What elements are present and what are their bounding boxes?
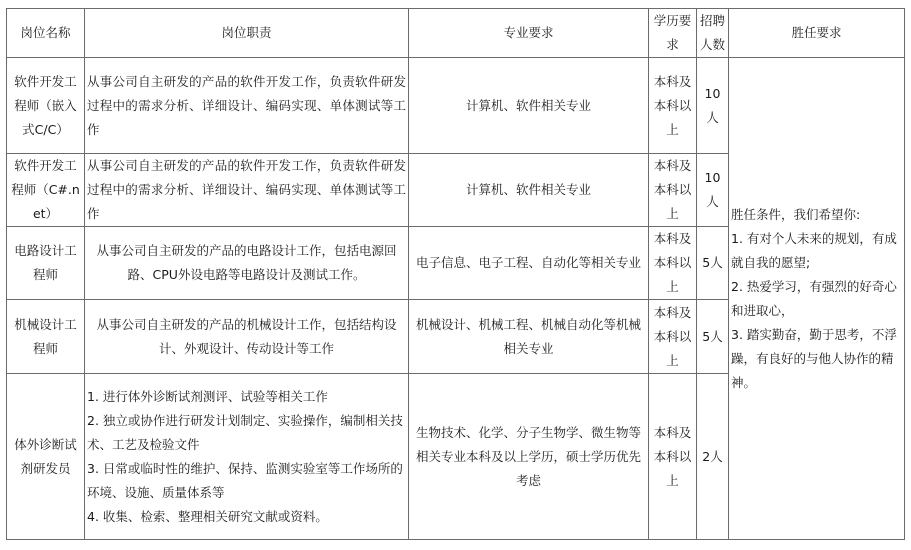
header-major: 专业要求	[409, 9, 649, 58]
education-cell: 本科及本科以上	[649, 300, 697, 374]
major-cell: 计算机、软件相关专业	[409, 154, 649, 227]
position-cell: 软件开发工程师（嵌入式C/C）	[7, 58, 85, 154]
header-education: 学历要求	[649, 9, 697, 58]
count-cell: 5人	[697, 227, 729, 300]
position-cell: 机械设计工程师	[7, 300, 85, 374]
table-header-row	[7, 9, 905, 58]
table-row	[7, 58, 905, 154]
competency-cell: 胜任条件，我们希望你: 1. 有对个人未来的规划，有成就自我的愿望; 2. 热爱学习，有强烈的好奇心和进取心， 3. 踏实勤奋，勤于思考，不浮躁，有良好的与他人协作的精神。	[729, 58, 905, 540]
position-cell: 体外诊断试剂研发员	[7, 374, 85, 540]
education-cell: 本科及本科以上	[649, 374, 697, 540]
header-duties: 岗位职责	[85, 9, 409, 58]
count-cell: 2人	[697, 374, 729, 540]
major-cell: 计算机、软件相关专业	[409, 58, 649, 154]
major-cell: 生物技术、化学、分子生物学、微生物等相关专业本科及以上学历，硕士学历优先考虑	[409, 374, 649, 540]
position-cell: 电路设计工程师	[7, 227, 85, 300]
duties-cell: 从事公司自主研发的产品的电路设计工作，包括电源回路、CPU外设电路等电路设计及测试工作。	[85, 227, 409, 300]
duties-cell: 从事公司自主研发的产品的机械设计工作，包括结构设计、外观设计、传动设计等工作	[85, 300, 409, 374]
count-cell: 10人	[697, 58, 729, 154]
education-cell: 本科及本科以上	[649, 154, 697, 227]
header-count: 招聘人数	[697, 9, 729, 58]
major-cell: 电子信息、电子工程、自动化等相关专业	[409, 227, 649, 300]
header-competency: 胜任要求	[729, 9, 905, 58]
count-cell: 5人	[697, 300, 729, 374]
major-cell: 机械设计、机械工程、机械自动化等机械相关专业	[409, 300, 649, 374]
education-cell: 本科及本科以上	[649, 227, 697, 300]
duties-cell: 1. 进行体外诊断试剂测评、试验等相关工作 2. 独立或协作进行研发计划制定、实验操作，编制相关技术、工艺及检验文件 3. 日常或临时性的维护、保持、监测实验室等工作场所的环境、设施、质量体系等 4. 收集、检索、整理相关研究文献或资料。	[85, 374, 409, 540]
count-cell: 10人	[697, 154, 729, 227]
position-cell: 软件开发工程师（C#.net）	[7, 154, 85, 227]
duties-cell: 从事公司自主研发的产品的软件开发工作，负责软件研发过程中的需求分析、详细设计、编码实现、单体测试等工作	[85, 58, 409, 154]
education-cell: 本科及本科以上	[649, 58, 697, 154]
header-position: 岗位名称	[7, 9, 85, 58]
duties-cell: 从事公司自主研发的产品的软件开发工作，负责软件研发过程中的需求分析、详细设计、编码实现、单体测试等工作	[85, 154, 409, 227]
recruitment-table	[6, 8, 905, 540]
